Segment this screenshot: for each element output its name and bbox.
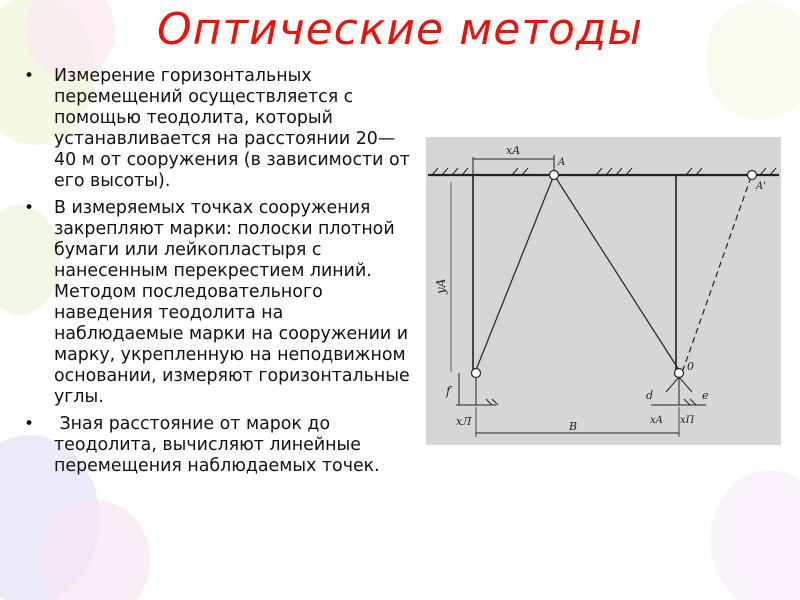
bullet-text: Измерение горизонтальных перемещений осуществляется с помощью теодолита, который устанавливается на расстоянии 20—40 м от сооружения (в зависимости от его высоты). — [54, 66, 410, 191]
bullet-marker: • — [24, 414, 35, 434]
list-item — [22, 414, 414, 477]
bullet-list — [22, 66, 414, 483]
label-xa-top: xA — [506, 144, 521, 157]
point-a-prime — [748, 171, 757, 180]
displacement-dashed-line — [683, 177, 751, 370]
sight-line-left — [476, 175, 554, 370]
diagram-svg — [426, 137, 781, 445]
label-o: 0 — [687, 360, 694, 373]
list-item — [22, 198, 414, 408]
bottom-base-left — [456, 377, 498, 405]
bottom-base-right — [651, 377, 706, 405]
label-xl: xЛ — [456, 415, 472, 428]
list-item — [22, 66, 414, 192]
sight-line-right — [554, 175, 679, 370]
bullet-marker: • — [24, 198, 35, 218]
label-a-prime: A' — [756, 181, 766, 192]
point-a — [550, 171, 559, 180]
label-xp: xП — [680, 415, 695, 426]
page-title: Оптические методы — [156, 4, 644, 55]
label-b: B — [569, 420, 578, 433]
label-ya: yA — [434, 278, 448, 294]
bullet-text: В измеряемых точках сооружения закрепляют марки: полоски плотной бумаги или лейкопластыря с нанесенным перекрестием линий. Методом последовательного наведения теодолита на наблюдаемые марки на сооружении и марку, укрепленную на неподвижном основании, измеряют горизонтальные углы. — [54, 198, 410, 407]
label-e: e — [702, 389, 709, 402]
label-d: d — [646, 389, 654, 402]
label-xa-bottom: xA — [650, 415, 663, 426]
bullet-text: Зная расстояние от марок до теодолита, вычисляют линейные перемещения наблюдаемых точек. — [54, 414, 380, 476]
point-o — [675, 369, 684, 378]
measurement-diagram — [426, 137, 781, 445]
point-left-station — [472, 369, 481, 378]
bullet-marker: • — [24, 66, 35, 86]
label-f: f — [446, 384, 451, 398]
label-a: A — [558, 157, 566, 168]
